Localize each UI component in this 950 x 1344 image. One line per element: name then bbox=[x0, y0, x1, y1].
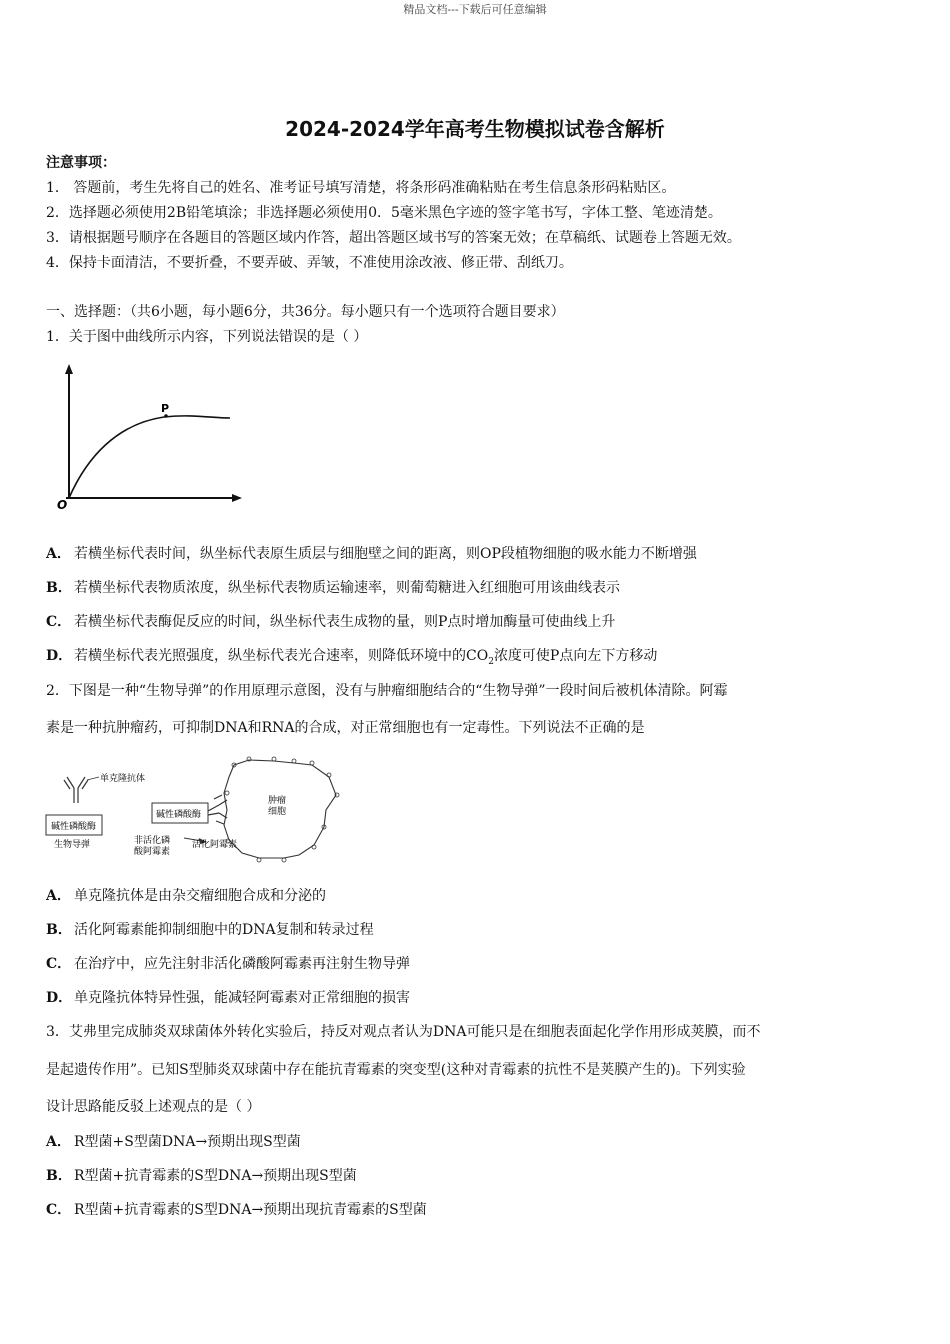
option-label: A． bbox=[46, 1134, 71, 1150]
q3-option-b[interactable] bbox=[46, 1165, 357, 1185]
enzyme-label-right: 碱性磷酸酶 bbox=[156, 810, 202, 820]
q2-option-c[interactable] bbox=[46, 953, 410, 973]
bound-antibody-icon bbox=[208, 795, 227, 824]
point-p-label: P bbox=[161, 402, 170, 415]
q3-stem-line: 设计思路能反驳上述观点的是（ ） bbox=[46, 1099, 261, 1115]
option-label: D． bbox=[46, 648, 73, 664]
option-text: 在治疗中，应先注射非活化磷酸阿霉素再注射生物导弹 bbox=[74, 956, 410, 972]
q2-option-b[interactable] bbox=[46, 919, 374, 939]
missile-label: 生物导弹 bbox=[54, 840, 91, 850]
q3-stem-line: 是起遗传作用”。已知S型肺炎双球菌中存在能抗青霉素的突变型(这种对青霉素的抗性不是荚膜产生的)。下列实验 bbox=[46, 1062, 746, 1078]
option-text: 单克隆抗体是由杂交瘤细胞合成和分泌的 bbox=[74, 888, 326, 904]
section-heading: 一、选择题：（共6小题，每小题6分，共36分。每小题只有一个选项符合题目要求） bbox=[46, 304, 565, 320]
notice-item: 2．选择题必须使用2B铅笔填涂；非选择题必须使用0．5毫米黑色字迹的签字笔书写，字体工整、笔迹清楚。 bbox=[46, 205, 722, 221]
option-text: 浓度可使P点向左下方移动 bbox=[493, 648, 658, 664]
header-note: 精品文档---下载后可任意编辑 bbox=[403, 3, 547, 16]
notice-item: 1． 答题前，考生先将自己的姓名、准考证号填写清楚，将条形码准确粘贴在考生信息条形码粘贴区。 bbox=[46, 180, 676, 196]
q3-option-a[interactable] bbox=[46, 1131, 301, 1151]
page-title: 2024-2024学年高考生物模拟试卷含解析 bbox=[285, 117, 665, 141]
option-label: B． bbox=[46, 922, 72, 938]
notice-item: 4．保持卡面清洁，不要折叠，不要弄破、弄皱，不准使用涂改液、修正带、刮纸刀。 bbox=[46, 255, 573, 271]
q1-stem: 1．关于图中曲线所示内容，下列说法错误的是（ ） bbox=[46, 329, 368, 345]
option-text: 单克隆抗体特异性强，能减轻阿霉素对正常细胞的损害 bbox=[74, 990, 410, 1006]
x-axis-arrow bbox=[232, 494, 242, 502]
option-label: B． bbox=[46, 580, 72, 596]
q1-option-a[interactable] bbox=[46, 543, 697, 563]
option-text: R型菌+S型菌DNA→预期出现S型菌 bbox=[74, 1134, 301, 1150]
q2-option-a[interactable] bbox=[46, 885, 326, 905]
inactive-drug-label: 非活化磷 bbox=[134, 836, 171, 846]
antibody-icon bbox=[64, 777, 88, 803]
y-axis-arrow bbox=[65, 364, 73, 374]
option-label: C． bbox=[46, 614, 72, 630]
q2-missile-figure bbox=[44, 755, 344, 865]
q2-stem-line: 素是一种抗肿瘤药，可抑制DNA和RNA的合成，对正常细胞也有一定毒性。下列说法不正确的是 bbox=[46, 720, 645, 736]
option-text: 若横坐标代表酶促反应的时间，纵坐标代表生成物的量，则P点时增加酶量可使曲线上升 bbox=[74, 614, 616, 630]
q1-option-d[interactable] bbox=[46, 645, 657, 667]
option-text: 若横坐标代表物质浓度，纵坐标代表物质运输速率，则葡萄糖进入红细胞可用该曲线表示 bbox=[74, 580, 620, 596]
inactive-drug-label: 酸阿霉素 bbox=[134, 847, 171, 857]
q2-stem-line: 2．下图是一种“生物导弹”的作用原理示意图，没有与肿瘤细胞结合的“生物导弹”一段时间后被机体清除。阿霉 bbox=[46, 683, 728, 699]
q1-curve-figure bbox=[52, 362, 252, 517]
notice-heading: 注意事项： bbox=[46, 155, 116, 171]
option-label: D． bbox=[46, 990, 73, 1006]
tumor-label: 肿瘤 bbox=[268, 796, 287, 806]
q1-option-c[interactable] bbox=[46, 611, 615, 631]
q2-option-d[interactable] bbox=[46, 987, 410, 1007]
option-text: R型菌+抗青霉素的S型DNA→预期出现S型菌 bbox=[74, 1168, 357, 1184]
enzyme-label-left: 碱性磷酸酶 bbox=[51, 822, 97, 832]
active-drug-label: 活化阿霉素 bbox=[192, 840, 238, 850]
option-text: 若横坐标代表光照强度，纵坐标代表光合速率，则降低环境中的CO bbox=[74, 648, 489, 664]
option-label: A． bbox=[46, 888, 71, 904]
antibody-label: 单克隆抗体 bbox=[100, 774, 146, 784]
origin-label: O bbox=[57, 498, 68, 512]
option-text: 若横坐标代表时间，纵坐标代表原生质层与细胞壁之间的距离，则OP段植物细胞的吸水能力不断增强 bbox=[74, 546, 697, 562]
q3-option-c[interactable] bbox=[46, 1199, 427, 1219]
saturation-curve bbox=[69, 416, 230, 498]
option-label: A． bbox=[46, 546, 71, 562]
option-text: 活化阿霉素能抑制细胞中的DNA复制和转录过程 bbox=[74, 922, 374, 938]
option-label: C． bbox=[46, 1202, 72, 1218]
tumor-label: 细胞 bbox=[268, 807, 287, 817]
q3-stem-line: 3．艾弗里完成肺炎双球菌体外转化实验后，持反对观点者认为DNA可能只是在细胞表面起化学作用形成荚膜，而不 bbox=[46, 1024, 761, 1040]
option-label: C． bbox=[46, 956, 72, 972]
option-text: R型菌+抗青霉素的S型DNA→预期出现抗青霉素的S型菌 bbox=[74, 1202, 427, 1218]
antibody-pointer bbox=[87, 777, 99, 780]
notice-item: 3．请根据题号顺序在各题目的答题区域内作答，超出答题区域书写的答案无效；在草稿纸、试题卷上答题无效。 bbox=[46, 230, 741, 246]
option-label: B． bbox=[46, 1168, 72, 1184]
subscript: 2 bbox=[488, 656, 494, 667]
q1-option-b[interactable] bbox=[46, 577, 620, 597]
